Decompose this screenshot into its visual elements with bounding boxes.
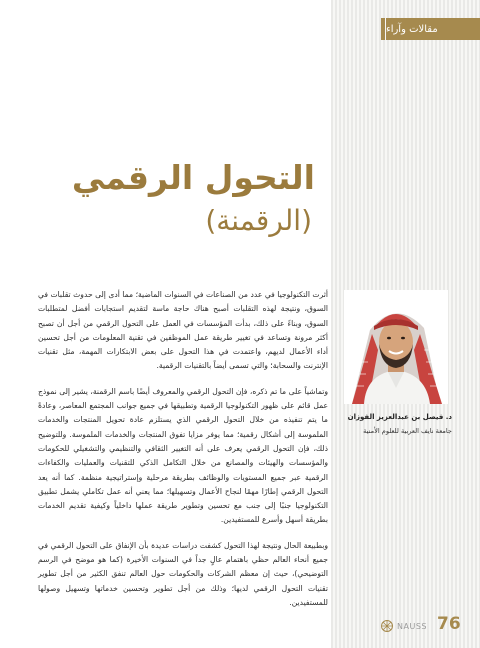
author-portrait-illustration (344, 290, 448, 404)
nauss-emblem-icon (380, 619, 394, 633)
article-paragraph: أثرت التكنولوجيا في عدد من الصناعات في السنوات الماضية؛ مما أدى إلى حدوث تقلبات في السوق، ونتيجة لهذه التقلبات أصبح هناك حاجة ماسة لتقديم استجابات أفضل لمتطلبات السوق، وبناءً على ذلك، بدأت المؤسسات في العمل على التحول الرقمي من أجل أن تصبح أكثر مرونة وتساعد في تغيير طريقة عمل الموظفين في تقنية المعلومات من أجل تحسين أداء الأعمال لديهم، واعتمدت في هذا التحول على بعض الابتكارات المهمة، مثل تقنيات الإنترنت والسحابة؛ والتي تسمى أيضاً بالتقنيات الرقمية. (38, 290, 328, 371)
nauss-logo (380, 619, 427, 633)
logo-text: NAUSS (397, 621, 427, 631)
page-number: 76 (437, 614, 461, 634)
author-affiliation: جامعة نايف العربية للعلوم الأمنية (363, 427, 452, 435)
article-body (38, 288, 328, 621)
section-label: مقالات وآراء (386, 23, 438, 35)
article-subtitle: (الرقمنة) (205, 204, 312, 237)
article-paragraph: وتماشياً على ما تم ذكره، فإن التحول الرقمي والمعروف أيضًا باسم الرقمنة، يشير إلى نموذج عمل قائم على ظهور التكنولوجيا الرقمية وتطبيقها في جميع جوانب المجتمع المعاصر، وعادةً ما يتم تنفيذه من خلال التحول الرقمي الذي يستلزم عادة تحويل المنتجات والخدمات الملموسة إلى أشكال رقمية؛ مما يوفر مزايا تفوق المنتجات والخدمات الملموسة. وللتوضيح ذلك، فإن التحول الرقمي يعرف على أنه التغيير الثقافي والتنظيمي والتشغيلي للحكومات والمؤسسات والهيئات والمصانع من خلال التكامل الذكي للتقنيات والعمليات والكفاءات الرقمية عبر جميع المستويات والوظائف بطريقة مرحلية وإستراتيجية منظمة. كما أنه يعد التحول الرقمي إطارًا مهمًا لنجاح الأعمال وتسهيلها؛ مما يعني أنه عمل تكاملي يشمل تطبيق التكنولوجيا جنبًا إلى جنب مع تحسين وتطوير طريقة عملها داخلياً وكيفية تقديم الخدمات بطريقة أسهل وأسرع للمستفيدين. (38, 386, 328, 525)
section-tab (386, 18, 480, 40)
article-title: التحول الرقمي (71, 158, 315, 197)
author-photo (344, 290, 448, 404)
section-tab-marker (381, 18, 385, 40)
author-name: د. فيصل بن عبدالعزيز الفوزان (347, 413, 452, 421)
article-paragraph: وبطبيعة الحال ونتيجة لهذا التحول كشفت دراسات عديدة بأن الإنفاق على التحول الرقمي في جميع أنحاء العالم حظي باهتمام عالٍ جداً في السنوات الأخيرة (كما هو موضح في الرسم التوضيحي)، حيث إن معظم الشركات والحكومات حول العالم تنفق الكثير من أجل تطوير تقنيات التحول الرقمي لديها؛ وذلك من أجل تطوير وتحسين خدماتها وتسهيل وصولها للمستفيدين. (38, 540, 328, 607)
